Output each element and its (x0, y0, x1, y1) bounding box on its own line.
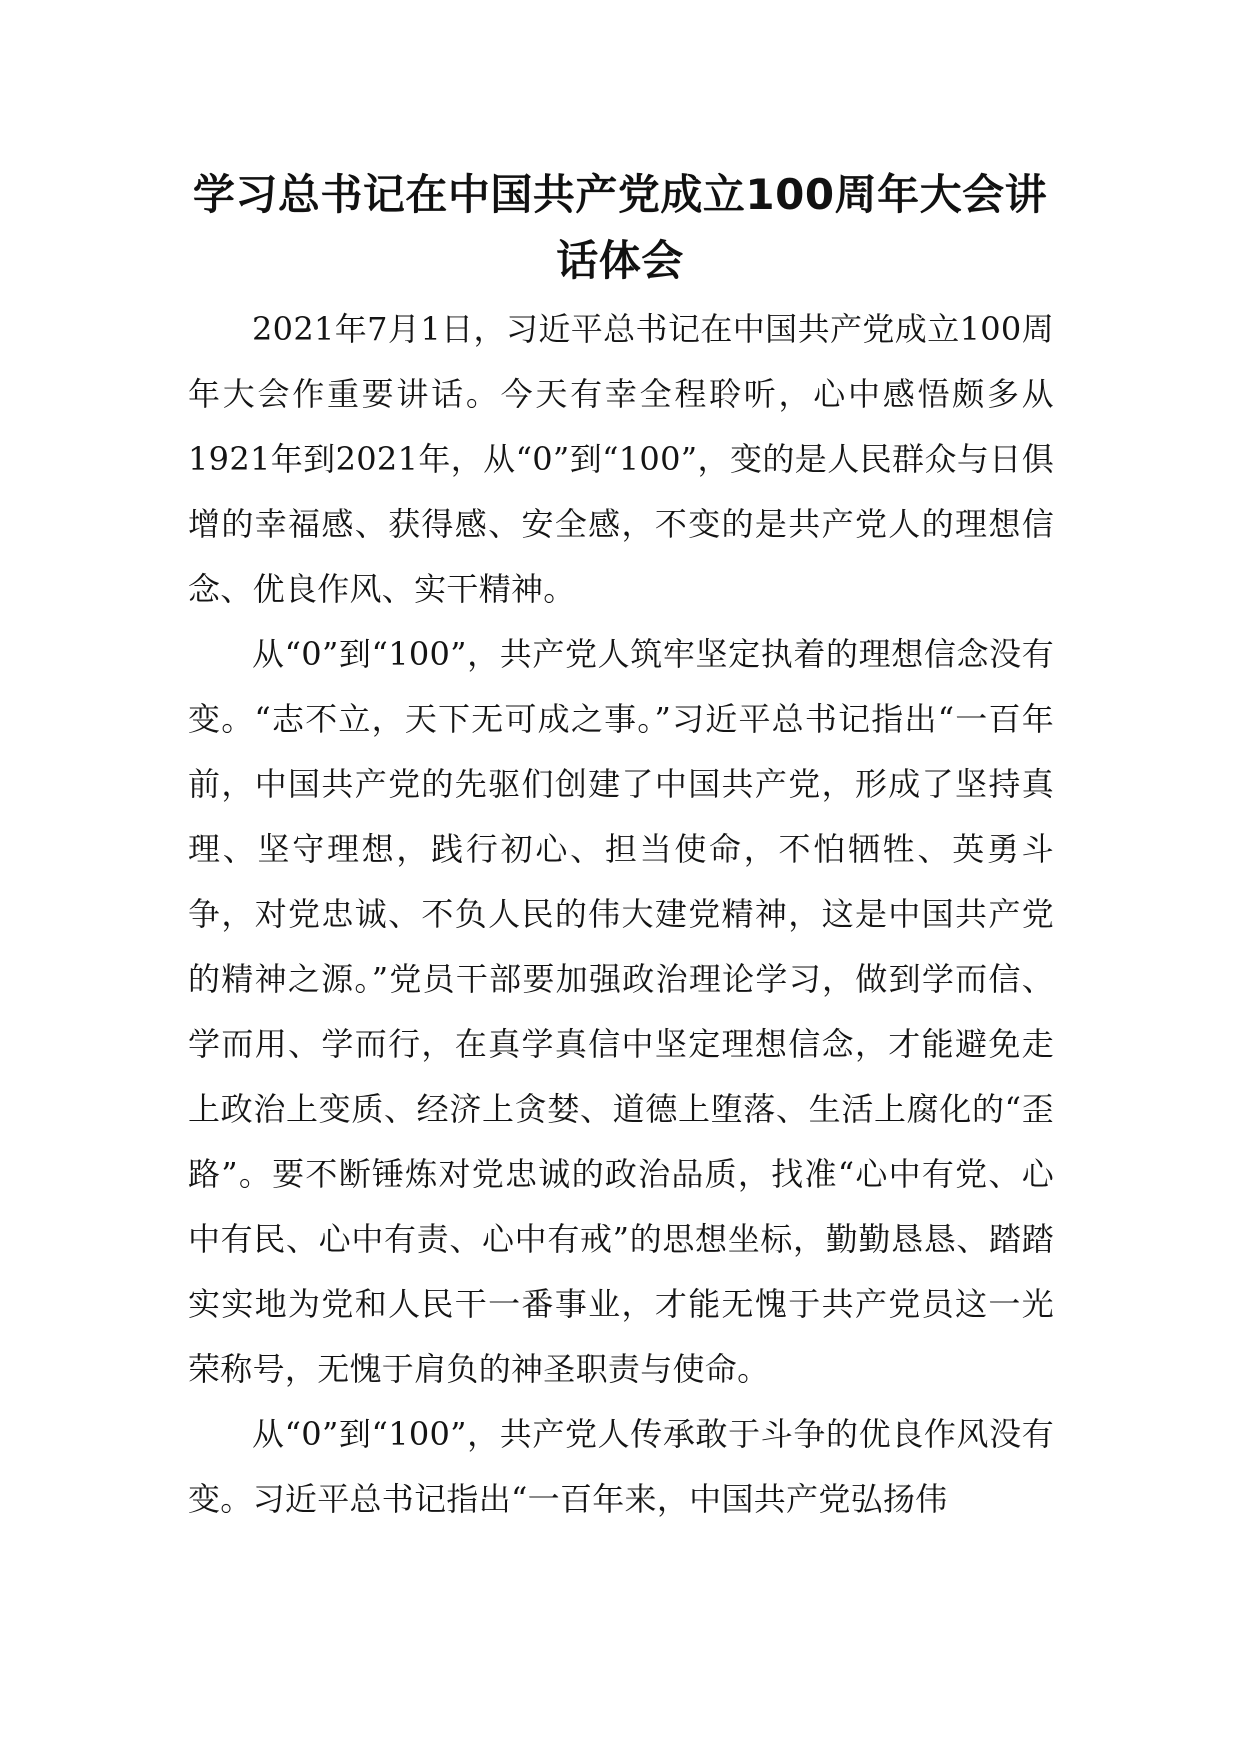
document-body (188, 297, 1054, 1532)
paragraph: 从“0”到“100”，共产党人筑牢坚定执着的理想信念没有变。“志不立，天下无可成之事。”习近平总书记指出“一百年前，中国共产党的先驱们创建了中国共产党，形成了坚持真理、坚守理想，践行初心、担当使命，不怕牺牲、英勇斗争，对党忠诚、不负人民的伟大建党精神，这是中国共产党的精神之源。”党员干部要加强政治理论学习，做到学而信、学而用、学而行，在真学真信中坚定理想信念，才能避免走上政治上变质、经济上贪婪、道德上堕落、生活上腐化的“歪路”。要不断锤炼对党忠诚的政治品质，找准“心中有党、心中有民、心中有责、心中有戒”的思想坐标，勤勤恳恳、踏踏实实地为党和人民干一番事业，才能无愧于共产党员这一光荣称号，无愧于肩负的神圣职责与使命。 (188, 635, 1054, 1388)
paragraph: 从“0”到“100”，共产党人传承敢于斗争的优良作风没有变。习近平总书记指出“一百年来，中国共产党弘扬伟 (188, 1415, 1054, 1518)
paragraph: 2021年7月1日，习近平总书记在中国共产党成立100周年大会作重要讲话。今天有幸全程聆听，心中感悟颇多从1921年到2021年，从“0”到“100”，变的是人民群众与日俱增的幸福感、获得感、安全感，不变的是共产党人的理想信念、优良作风、实干精神。 (188, 310, 1054, 608)
document-title: 学习总书记在中国共产党成立100周年大会讲话体会 (192, 170, 1048, 285)
